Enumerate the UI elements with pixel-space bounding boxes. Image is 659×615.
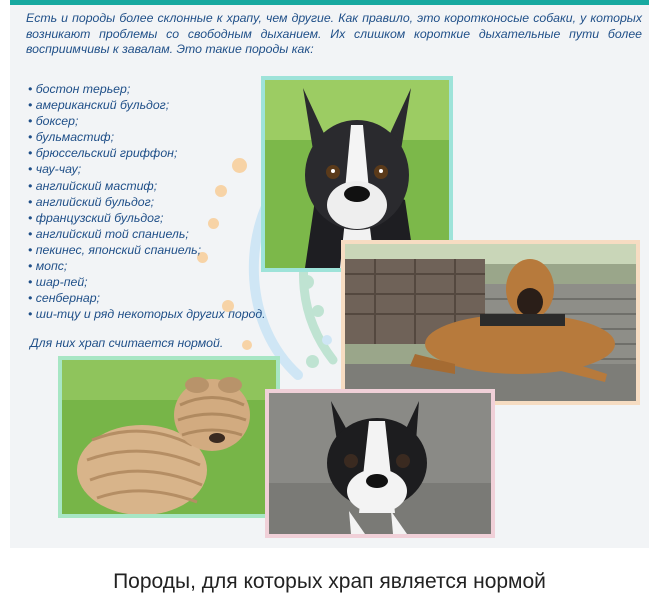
list-item: • английский мастиф; (28, 178, 266, 194)
list-item: • боксер; (28, 113, 266, 129)
shar-pei-photo (58, 356, 280, 518)
list-item: • американский бульдог; (28, 97, 266, 113)
article-image (10, 0, 649, 548)
french-bulldog-photo (265, 389, 495, 538)
list-item: • бульмастиф; (28, 129, 266, 145)
decorative-dot (322, 335, 332, 345)
list-item: • чау-чау; (28, 161, 266, 177)
list-item: • бостон терьер; (28, 81, 266, 97)
decorative-dot (300, 275, 314, 289)
breed-list (28, 81, 266, 322)
list-item: • шар-пей; (28, 274, 266, 290)
list-item: • английский той спаниель; (28, 226, 266, 242)
decorative-dot (306, 355, 319, 368)
list-item: • французский бульдог; (28, 210, 266, 226)
image-caption: Породы, для которых храп является нормой (113, 570, 546, 593)
list-item: • пекинес, японский спаниель; (28, 242, 266, 258)
decorative-dot (242, 340, 252, 350)
list-item: • английский бульдог; (28, 194, 266, 210)
list-item: • брюссельский гриффон; (28, 145, 266, 161)
mastiff-photo (341, 240, 640, 405)
list-item: • мопс; (28, 258, 266, 274)
decorative-dot (312, 305, 324, 317)
list-item: • сенбернар; (28, 290, 266, 306)
note-text: Для них храп считается нормой. (30, 336, 224, 350)
intro-paragraph: Есть и породы более склонные к храпу, чем другие. Как правило, это коротконосые собаки, у которых возникают проблемы со свободным дыханием. Их слишком короткие дыхательные пути более восприимчивы к завалам. Это такие породы как: (26, 11, 642, 57)
list-item: • ши-тцу и ряд некоторых других пород. (28, 306, 266, 322)
accent-bar (10, 0, 649, 5)
